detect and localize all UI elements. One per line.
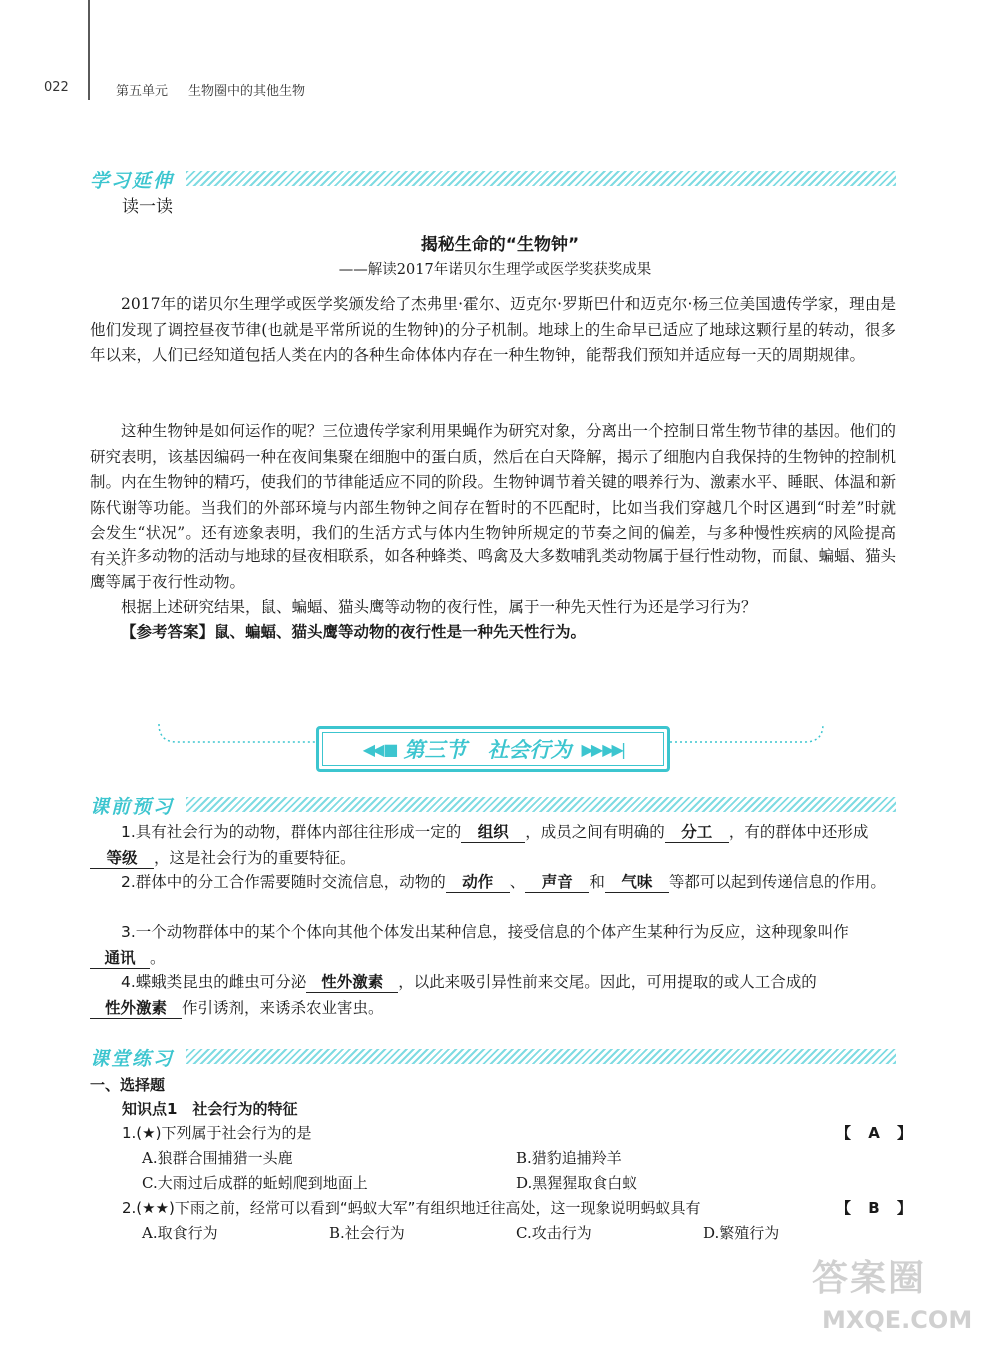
question-2-option-b: B.社会行为 (329, 1224, 405, 1242)
preview-question-3: 3.一个动物群体中的某个个体向其他个体发出某种信息，接受信息的个体产生某种行为反应，这种现象叫作通讯 。 (90, 920, 896, 971)
section-banner (316, 726, 670, 772)
rewind-icon: ◀◀ ■ (362, 739, 396, 759)
article-paragraph-1: 2017年的诺贝尔生理学或医学奖颁发给了杰弗里·霍尔、迈克尔·罗斯巴什和迈克尔·杨三位美国遗传学家，理由是他们发现了调控昼夜节律(也就是平常所说的生物钟)的分子机制。地球上的生命早已适应了地球这颗行星的转动，很多年以来，人们已经知道包括人类在内的各种生命体体内存在一种生物钟，能帮我们预知并适应每一天的周期规律。 (90, 295, 896, 364)
blank-answer: 分工 (665, 822, 729, 843)
question-1-answer: 【 A 】 (836, 1124, 919, 1142)
blank-answer: 性外激素 (306, 972, 398, 993)
watermark-top: 答案圈 (812, 1258, 927, 1299)
article-title: 揭秘生命的“生物钟” (420, 235, 580, 255)
question-1-option-d: D.黑猩猩取食白蚁 (516, 1174, 638, 1192)
practice-section-title: 课堂练习 (90, 1048, 175, 1070)
practice-part-heading: 一、选择题 (90, 1076, 166, 1094)
question-2-stem: 2.(★★)下雨之前，经常可以看到“蚂蚁大军”有组织地迁往高处，这一现象说明蚂蚁具有 (122, 1199, 701, 1217)
blank-answer: 性外激素 (90, 998, 182, 1019)
read-subhead: 读一读 (122, 197, 173, 217)
page-number: 022 (44, 80, 69, 95)
preview-question-2: 2.群体中的分工合作需要随时交流信息，动物的 动作 、 声音 和 气味 等都可以起到传递信息的作用。 (121, 873, 886, 891)
question-1-option-a: A.狼群合围捕猎一头鹿 (142, 1149, 293, 1167)
reference-answer (90, 620, 896, 646)
blank-answer: 声音 (525, 872, 589, 893)
preview-question-4: 4.蝶蛾类昆虫的雌虫可分泌 性外激素 ，以此来吸引异性前来交尾。因此，可用提取的或人工合成的性外激素 作引诱剂，来诱杀农业害虫。 (90, 970, 896, 1021)
knowledge-point: 知识点1 社会行为的特征 (122, 1100, 298, 1118)
watermark-bottom: MXQE.COM (822, 1306, 973, 1334)
chapter-title: 生物圈中的其他生物 (188, 84, 306, 99)
blank-answer: 组织 (461, 822, 525, 843)
blank-answer: 气味 (605, 872, 669, 893)
article-subtitle: ——解读2017年诺贝尔生理学或医学奖获奖成果 (338, 262, 652, 278)
blank-answer: 通讯 (90, 948, 150, 969)
preview-section-title: 课前预习 (90, 796, 175, 818)
header-vertical-rule (88, 0, 90, 100)
question-1-stem: 1.(★)下列属于社会行为的是 (122, 1124, 312, 1142)
question-1-option-b: B.猎豹追捕羚羊 (516, 1149, 622, 1167)
question-2-answer: 【 B 】 (836, 1199, 918, 1217)
extension-section-title: 学习延伸 (90, 170, 175, 192)
banner-title: 第三节 社会行为 (403, 738, 572, 762)
article-paragraph-2: 这种生物钟是如何运作的呢？三位遗传学家利用果蝇作为研究对象，分离出一个控制日常生物节律的基因。他们的研究表明，该基因编码一种在夜间集聚在细胞中的蛋白质，然后在白天降解，揭示了细胞内自我保持的生物钟的控制机制。内在生物钟的精巧，使我们的节律能适应不同的阶段。生物钟调节着关键的喂养行为、激素水平、睡眠、体温和新陈代谢等功能。当我们的外部环境与内部生物钟之间存在暂时的不匹配时，比如当我们穿越几个时区遇到“时差”时就会发生“状况”。还有迹象表明，我们的生活方式与体内生物钟所规定的节奏之间的偏差，与多种慢性疾病的风险提高有关。 (90, 422, 897, 568)
blank-answer: 动作 (446, 872, 510, 893)
article-paragraph-3: 许多动物的活动与地球的昼夜相联系，如各种蜂类、鸣禽及大多数哺乳类动物属于昼行性动物，而鼠、蝙蝠、猫头鹰等属于夜行性动物。 (90, 547, 897, 591)
answer-label: 【参考答案】 (121, 623, 215, 641)
question-2-option-c: C.攻击行为 (516, 1224, 592, 1242)
question-2-option-a: A.取食行为 (142, 1224, 218, 1242)
preview-section-stripe (186, 797, 896, 812)
fast-forward-icon: ▶▶ ▶▶| (581, 739, 624, 759)
question-2-option-d: D.繁殖行为 (703, 1224, 780, 1242)
extension-question: 根据上述研究结果，鼠、蝙蝠、猫头鹰等动物的夜行性，属于一种先天性行为还是学习行为？ (121, 598, 757, 616)
answer-text: 鼠、蝙蝠、猫头鹰等动物的夜行性是一种先天性行为。 (214, 623, 587, 641)
blank-answer: 等级 (90, 848, 154, 869)
extension-section-stripe (186, 171, 896, 186)
practice-section-stripe (186, 1049, 896, 1064)
preview-question-1: 1.具有社会行为的动物，群体内部往往形成一定的 组织 ，成员之间有明确的 分工 ，有的群体中还形成等级 ，这是社会行为的重要特征。 (90, 820, 896, 871)
question-1-option-c: C.大雨过后成群的蚯蚓爬到地面上 (142, 1174, 368, 1192)
unit-label: 第五单元 (116, 84, 169, 99)
